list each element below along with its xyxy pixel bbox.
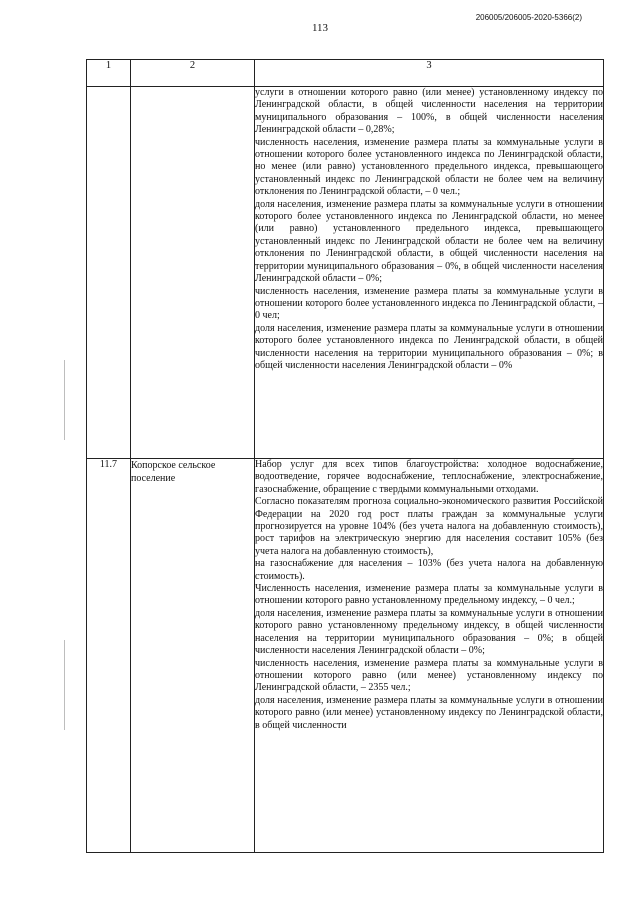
table-row	[87, 87, 604, 459]
row-content	[255, 87, 604, 459]
document-reference: 206005/206005-2020-5366(2)	[475, 13, 582, 22]
row-number: 11.7	[87, 459, 131, 853]
column-header-2: 2	[131, 60, 255, 87]
margin-mark-top	[64, 360, 65, 440]
content-paragraph: численность населения, изменение размера платы за коммунальные услуги в отношении которого более установленного индекса по Ленинградской области, но менее (или равно) установленного предельного индекса, превышающего установленный индекс по Ленинградской области не более чем на величину отклонения по Ленинградской области, – 0 чел.;	[255, 136, 603, 198]
settlement-name	[131, 87, 255, 459]
margin-mark-bottom	[64, 640, 65, 730]
content-paragraph: численность населения, изменение размера платы за коммунальные услуги в отношении которого равно (или менее) установленному индексу по Ленинградской области, – 2355 чел.;	[255, 657, 603, 694]
content-paragraph: Численность населения, изменение размера платы за коммунальные услуги в отношении которого равно установленному предельному индексу, – 0 чел.;	[255, 583, 603, 607]
content-paragraph: услуги в отношении которого равно (или менее) установленному индексу по Ленинградской области, в общей численности населения на территории муниципального образования – 100%, в общей численности населения Ленинградской области – 0,28%;	[255, 87, 603, 136]
content-paragraph: Согласно показателям прогноза социально-экономического развития Российской Федерации на 2020 год рост платы граждан за коммунальные услуги прогнозируется на уровне 104% (без учета налога на добавленную стоимость), рост тарифов на электрическую энергию для населения составит 105% (без учета налога на добавленную стоимость),	[255, 496, 603, 557]
page-number: 113	[311, 22, 329, 34]
content-paragraph: Набор услуг для всех типов благоустройства: холодное водоснабжение, водоотведение, горячее водоснабжение, теплоснабжение, электроснабжение, газоснабжение, обращение с твердыми коммунальными отходами.	[255, 459, 603, 495]
content-paragraph: на газоснабжение для населения – 103% (без учета налога на добавленную стоимость).	[255, 558, 603, 582]
content-paragraph: доля населения, изменение размера платы за коммунальные услуги в отношении которого равно (или менее) установленному индексу по Ленинградской области, в общей численности	[255, 694, 603, 731]
content-paragraph: доля населения, изменение размера платы за коммунальные услуги в отношении которого более установленного индекса по Ленинградской области, но менее (или равно) установленного предельного индекса, превышающего установленный индекс по Ленинградской области не более чем на величину отклонения по Ленинградской области, в общей численности населения на территории муниципального образования – 0%, в общей численности населения Ленинградской области – 0%;	[255, 198, 603, 285]
table-header-row	[87, 60, 604, 87]
content-paragraph: доля населения, изменение размера платы за коммунальные услуги в отношении которого равно установленному предельному индексу, в общей численности населения на территории муниципального образования – 0%; в общей численности населения Ленинградской области – 0%;	[255, 607, 603, 657]
row-content	[255, 459, 604, 853]
row-number	[87, 87, 131, 459]
column-header-1: 1	[87, 60, 131, 87]
column-header-3: 3	[255, 60, 604, 87]
content-paragraph: численность населения, изменение размера платы за коммунальные услуги в отношении которого более установленного индекса по Ленинградской области, – 0 чел;	[255, 285, 603, 322]
document-table	[86, 59, 604, 853]
content-paragraph: доля населения, изменение размера платы за коммунальные услуги в отношении которого более установленного индекса по Ленинградской области, в общей численности населения на территории муниципального образования – 0%; в общей численности населения Ленинградской области – 0%	[255, 322, 603, 371]
table-row	[87, 459, 604, 853]
settlement-name: Копорское сельское поселение	[131, 459, 255, 853]
